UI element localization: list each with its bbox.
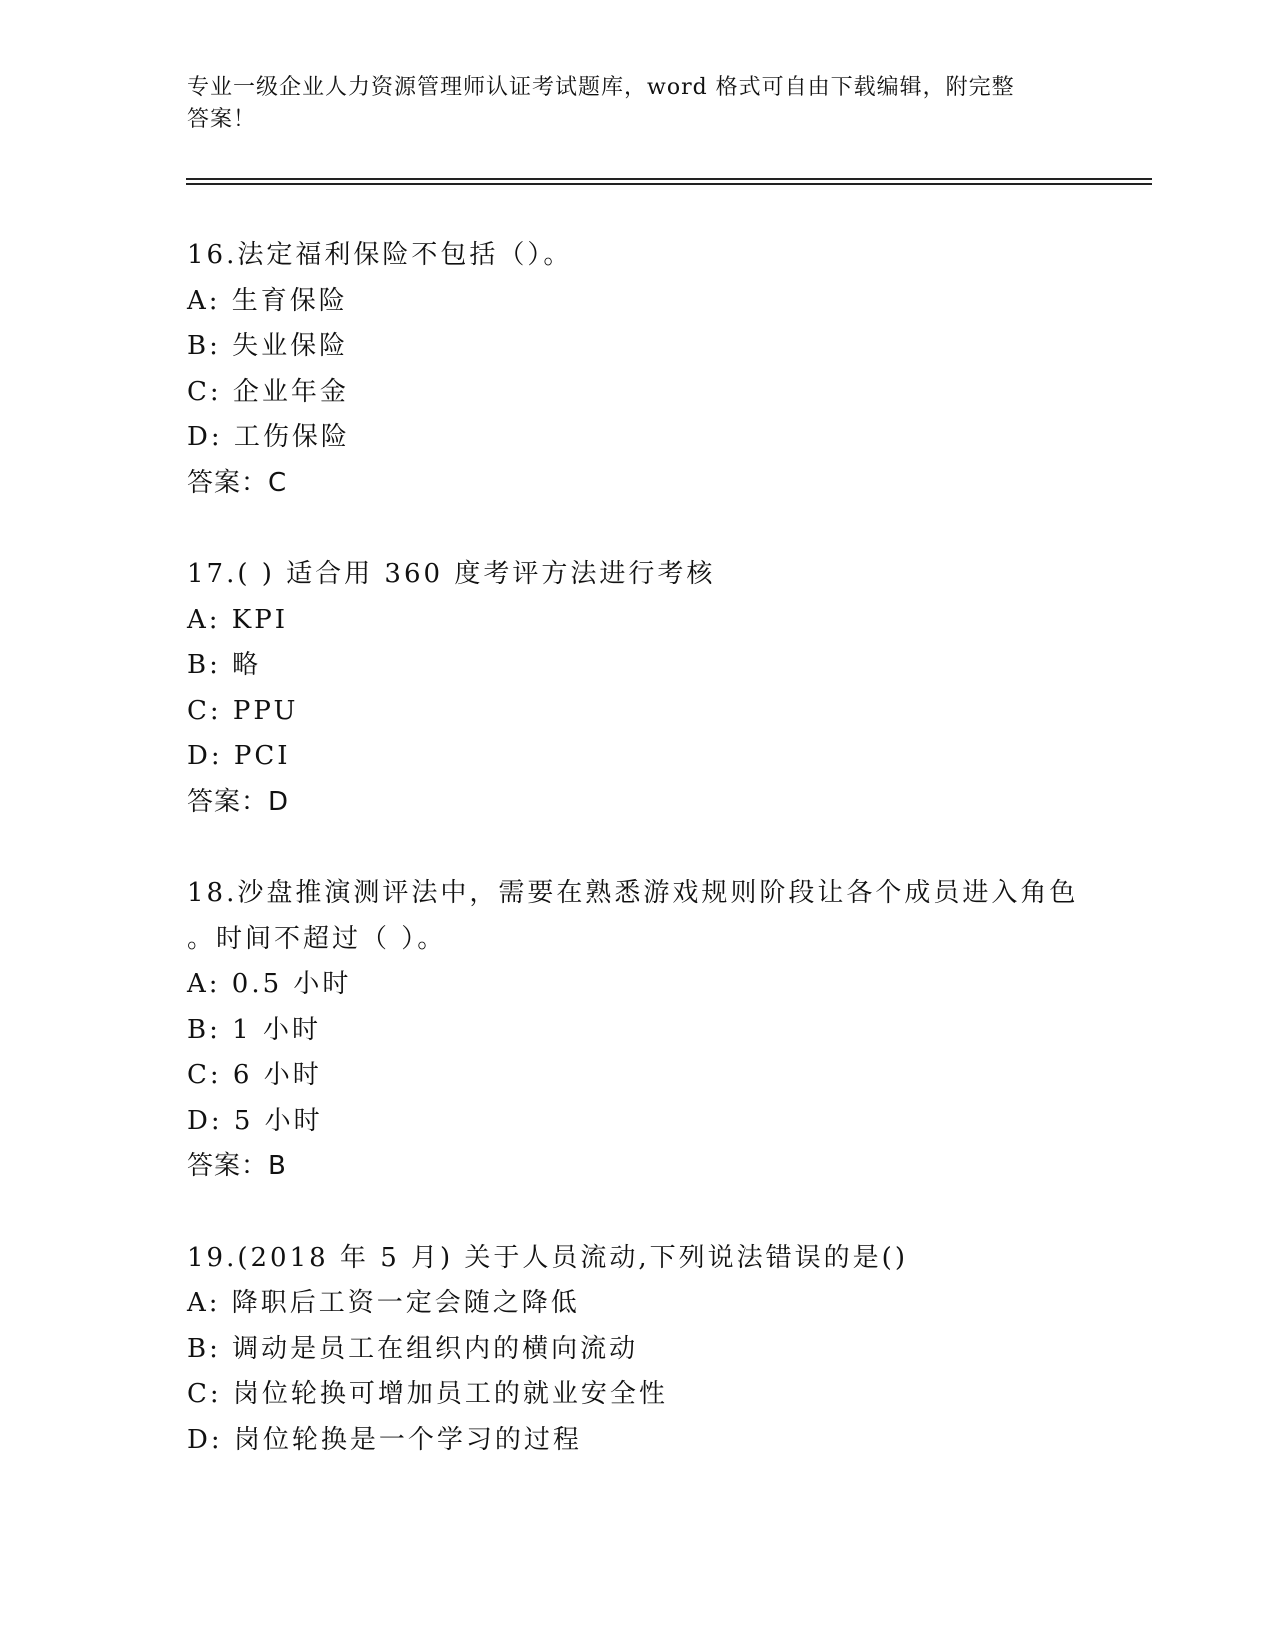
option-b: B: 略 xyxy=(187,650,262,680)
option-d: D: 工伤保险 xyxy=(187,422,350,452)
question-list xyxy=(187,233,1187,1463)
option-b: B: 调动是员工在组织内的横向流动 xyxy=(187,1333,639,1364)
option-d: D: 5 小时 xyxy=(187,1105,323,1136)
option-a: A: 0.5 小时 xyxy=(187,969,352,999)
option-c: C: 企业年金 xyxy=(187,376,349,407)
option-a: A: 生育保险 xyxy=(187,285,348,316)
spacer xyxy=(187,506,1187,552)
question-17 xyxy=(187,552,1187,825)
header-rule-bottom xyxy=(186,183,1152,185)
option-c: C: PPU xyxy=(187,695,299,726)
header-rule-top xyxy=(186,178,1152,180)
header-line-1: 专业一级企业人力资源管理师认证考试题库，word 格式可自由下载编辑，附完整 xyxy=(187,75,1015,100)
question-19 xyxy=(187,1236,1187,1464)
option-b: B: 失业保险 xyxy=(187,331,349,361)
question-stem: 19.(2018 年 5 月) 关于人员流动,下列说法错误的是() xyxy=(187,1242,908,1273)
option-c: C: 6 小时 xyxy=(187,1060,322,1090)
document-header xyxy=(187,72,1067,136)
option-d: D: 岗位轮换是一个学习的过程 xyxy=(187,1424,582,1455)
spacer xyxy=(187,1190,1187,1236)
question-18 xyxy=(187,871,1187,1190)
header-line-2: 答案！ xyxy=(187,107,257,132)
answer: 答案：C xyxy=(187,467,288,498)
option-b: B: 1 小时 xyxy=(187,1014,321,1045)
option-c: C: 岗位轮换可增加员工的就业安全性 xyxy=(187,1379,668,1409)
question-stem: 17.( ) 适合用 360 度考评方法进行考核 xyxy=(187,559,716,589)
answer: 答案：D xyxy=(187,786,290,817)
option-a: A: 降职后工资一定会随之降低 xyxy=(187,1288,580,1318)
spacer xyxy=(187,825,1187,871)
question-16 xyxy=(187,233,1187,506)
question-stem: 16.法定福利保险不包括（）。 xyxy=(187,240,573,270)
option-d: D: PCI xyxy=(187,741,291,771)
answer: 答案：B xyxy=(187,1151,287,1181)
question-stem: 18.沙盘推演测评法中，需要在熟悉游戏规则阶段让各个成员进入角色 xyxy=(187,878,1079,908)
option-a: A: KPI xyxy=(187,604,288,635)
question-stem-continued: 。时间不超过（ ）。 xyxy=(187,923,447,954)
